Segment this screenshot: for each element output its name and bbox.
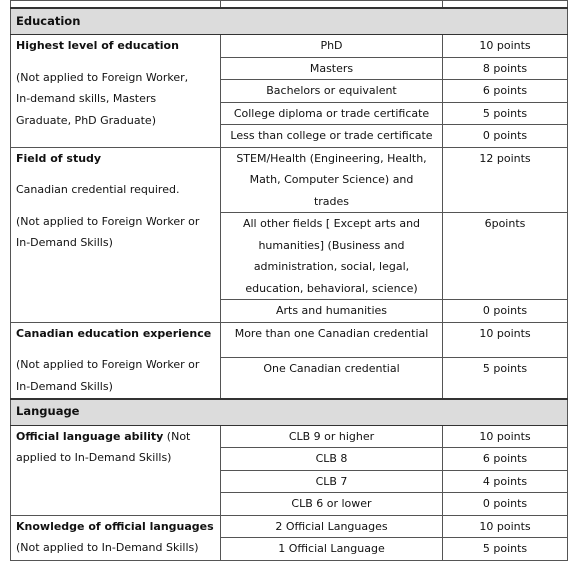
criterion-cell: College diploma or trade certificate <box>221 102 443 125</box>
category-note: In-Demand Skills) <box>16 236 113 249</box>
category-field-of-study <box>11 147 221 322</box>
points-table <box>10 0 568 561</box>
points-cell: 5 points <box>443 538 568 561</box>
category-language-ability <box>11 425 221 515</box>
criterion-cell <box>221 213 443 300</box>
points-cell: 0 points <box>443 493 568 516</box>
points-cell: 6 points <box>443 448 568 471</box>
category-title: Field of study <box>16 151 102 165</box>
criterion-cell: CLB 9 or higher <box>221 425 443 448</box>
criterion-cell: Arts and humanities <box>221 300 443 323</box>
section-header-education <box>11 8 568 35</box>
category-title: Knowledge of official languages <box>16 519 214 533</box>
category-title: Highest level of education <box>16 39 179 52</box>
category-title: Official language ability <box>16 429 164 443</box>
table-row <box>11 147 568 213</box>
points-cell: 5 points <box>443 357 568 399</box>
section-title: Education <box>11 8 568 35</box>
points-cell: 0 points <box>443 125 568 148</box>
criterion-cell: Less than college or trade certificate <box>221 125 443 148</box>
category-note: (Not applied to Foreign Worker or <box>16 358 200 371</box>
category-note: Graduate, PhD Graduate) <box>16 113 156 127</box>
points-cell: 10 points <box>443 322 568 357</box>
criterion-line: administration, social, legal, <box>253 260 410 273</box>
category-canadian-education <box>11 322 221 399</box>
points-cell: 6points <box>443 213 568 300</box>
criterion-line: education, behavioral, science) <box>245 281 418 295</box>
criterion-line: trades <box>313 194 350 208</box>
criterion-line: Math, Computer Science) and <box>249 173 414 186</box>
category-note: (Not applied to Foreign Worker or <box>16 214 200 228</box>
points-cell: 6 points <box>443 80 568 103</box>
criterion-cell: CLB 7 <box>221 470 443 493</box>
table-row <box>11 515 568 538</box>
criterion-cell: More than one Canadian credential <box>221 322 443 357</box>
criterion-cell: 1 Official Language <box>221 538 443 561</box>
category-language-knowledge <box>11 515 221 560</box>
points-cell: 10 points <box>443 35 568 58</box>
criterion-line: All other fields [ Except arts and <box>242 217 421 230</box>
category-note: applied to In-Demand Skills) <box>16 451 172 464</box>
category-highest-education <box>11 35 221 148</box>
section-header-language <box>11 399 568 426</box>
category-note: In-Demand Skills) <box>16 379 113 393</box>
points-cell: 4 points <box>443 470 568 493</box>
category-credential-note: Canadian credential required. <box>16 183 180 196</box>
points-cell: 5 points <box>443 102 568 125</box>
points-cell: 10 points <box>443 425 568 448</box>
table-row <box>11 35 568 58</box>
section-title: Language <box>11 399 568 426</box>
criterion-cell: One Canadian credential <box>221 357 443 399</box>
table-row <box>11 322 568 357</box>
category-note: (Not applied to Foreign Worker, <box>16 70 189 84</box>
criterion-cell: Bachelors or equivalent <box>221 80 443 103</box>
table-row <box>11 425 568 448</box>
table-top-border <box>11 1 568 9</box>
criterion-line: STEM/Health (Engineering, Health, <box>236 151 427 165</box>
criterion-cell <box>221 147 443 213</box>
points-cell: 10 points <box>443 515 568 538</box>
criterion-cell: CLB 6 or lower <box>221 493 443 516</box>
criterion-line: humanities] (Business and <box>258 238 405 252</box>
category-note: (Not applied to In-Demand Skills) <box>16 541 199 554</box>
points-cell: 0 points <box>443 300 568 323</box>
category-title: Canadian education experience <box>16 326 212 340</box>
points-cell: 12 points <box>443 147 568 213</box>
criterion-cell: 2 Official Languages <box>221 515 443 538</box>
criterion-cell: Masters <box>221 57 443 80</box>
criterion-cell: CLB 8 <box>221 448 443 471</box>
category-note: In-demand skills, Masters <box>16 92 157 105</box>
category-title-suffix: (Not <box>163 429 191 443</box>
criterion-cell: PhD <box>221 35 443 58</box>
points-cell: 8 points <box>443 57 568 80</box>
